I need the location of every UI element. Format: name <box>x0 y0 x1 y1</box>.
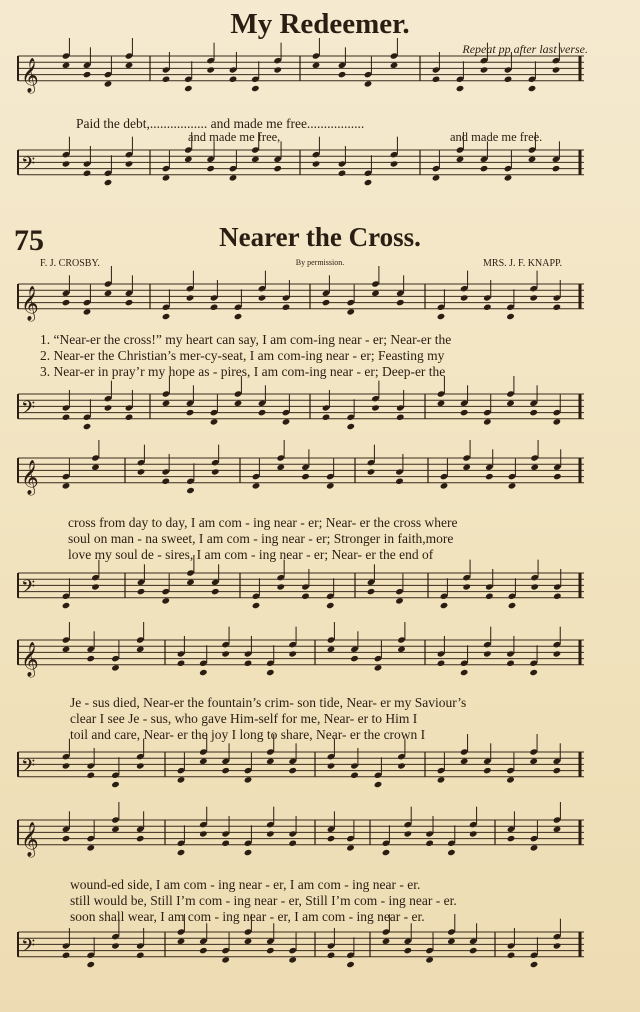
note-head <box>273 165 282 172</box>
hymn-title: Nearer the Cross. <box>219 222 421 252</box>
note-head <box>62 160 71 167</box>
note-head <box>529 669 538 676</box>
note-head <box>288 767 297 774</box>
bass-clef: 𝄢 <box>21 935 36 961</box>
note-head <box>288 956 297 963</box>
note-head <box>425 840 434 847</box>
lyric-line: love my soul de - sires, I am com - ing near - er; Near- er the end of <box>68 547 434 562</box>
bass-clef: 𝄢 <box>21 755 36 781</box>
note-head <box>104 290 113 297</box>
note-head <box>390 62 399 69</box>
note-head <box>177 776 186 783</box>
staff-lines <box>18 56 584 957</box>
note-head <box>364 80 373 87</box>
treble-clef: 𝄞 <box>21 641 39 677</box>
note-head <box>62 762 71 769</box>
note-head <box>322 299 331 306</box>
note-head <box>244 660 253 667</box>
note-head <box>62 482 71 489</box>
note-head <box>244 776 253 783</box>
note-head <box>104 404 113 411</box>
hymn-number: 75 <box>14 224 44 257</box>
note-head <box>62 299 71 306</box>
note-head <box>483 304 492 311</box>
note-head <box>437 776 446 783</box>
note-head <box>229 76 238 83</box>
note-head <box>266 669 275 676</box>
note-head <box>460 758 469 765</box>
lyric-line: cross from day to day, I am com - ing near - er; Near- er the cross where <box>68 515 458 530</box>
note-head <box>462 464 471 471</box>
note-head <box>125 414 134 421</box>
note-head <box>432 174 441 181</box>
note-head <box>440 482 449 489</box>
lyric-line: still would be, Still I’m com - ing near - er, Still I’m com - ing near - er. <box>70 893 457 908</box>
bass-clef: 𝄢 <box>21 397 36 423</box>
note-head <box>346 423 355 430</box>
note-head <box>504 76 513 83</box>
note-head <box>462 583 471 590</box>
note-head <box>111 664 120 671</box>
note-head <box>440 602 449 609</box>
note-head <box>553 304 562 311</box>
note-head <box>186 487 195 494</box>
note-head <box>553 650 562 657</box>
note-head <box>506 400 515 407</box>
note-head <box>86 844 95 851</box>
note-head <box>210 418 219 425</box>
repeat-direction: Repeat pp after last verse. <box>462 42 588 56</box>
note-head <box>62 62 71 69</box>
note-head <box>506 776 515 783</box>
note-head <box>396 299 405 306</box>
note-head <box>326 602 335 609</box>
note-head <box>396 414 405 421</box>
note-head <box>530 961 539 968</box>
note-head <box>404 947 413 954</box>
note-head <box>460 669 469 676</box>
note-head <box>327 835 336 842</box>
note-head <box>437 400 446 407</box>
note-head <box>326 482 335 489</box>
permission-note: By permission. <box>295 258 345 267</box>
note-head <box>506 313 515 320</box>
note-head <box>327 952 336 959</box>
hymn-composer: MRS. J. F. KNAPP. <box>483 258 562 269</box>
note-head <box>186 409 195 416</box>
note-head <box>529 409 538 416</box>
note-head <box>86 772 95 779</box>
note-head <box>221 956 230 963</box>
note-head <box>374 664 383 671</box>
note-head <box>395 597 404 604</box>
note-head <box>529 294 538 301</box>
note-head <box>282 304 291 311</box>
note-head <box>83 71 92 78</box>
note-head <box>276 583 285 590</box>
note-head <box>483 767 492 774</box>
note-head <box>301 593 310 600</box>
note-head <box>480 165 489 172</box>
note-head <box>104 80 113 87</box>
top-hymn-lyrics-line1: Paid the debt,................. and made me free................. <box>76 116 365 131</box>
note-head <box>507 952 516 959</box>
note-head <box>338 170 347 177</box>
note-head <box>530 583 539 590</box>
note-head <box>211 468 220 475</box>
note-head <box>184 156 193 163</box>
note-head <box>346 308 355 315</box>
note-head <box>553 942 562 949</box>
note-head <box>91 464 100 471</box>
note-head <box>252 602 261 609</box>
note-head <box>62 414 71 421</box>
treble-clef: 𝄞 <box>21 285 39 321</box>
lyric-line: soul on man - na sweet, I am com - ing near - er; Stronger in faith,more <box>68 531 454 546</box>
note-head <box>553 826 562 833</box>
note-head <box>162 400 171 407</box>
note-head <box>177 660 186 667</box>
note-head <box>162 76 171 83</box>
note-head <box>111 942 120 949</box>
note-head <box>161 478 170 485</box>
clefs <box>21 58 39 961</box>
note-head <box>62 952 71 959</box>
note-head <box>397 762 406 769</box>
note-head <box>162 174 171 181</box>
lyric-line: 2. Near-er the Christian’s mer-cy-seat, I am com-ing near - er; Feasting my <box>40 348 445 363</box>
note-head <box>301 473 310 480</box>
note-head <box>244 938 253 945</box>
note-head <box>553 767 562 774</box>
lyric-line: toil and care, Near- er the joy I long to share, Near- er the crown I <box>70 727 426 742</box>
note-head <box>529 758 538 765</box>
note-head <box>447 849 456 856</box>
note-head <box>234 313 243 320</box>
treble-clef: 𝄞 <box>21 459 39 495</box>
note-head <box>62 602 71 609</box>
note-head <box>483 650 492 657</box>
note-head <box>404 830 413 837</box>
note-head <box>447 938 456 945</box>
note-head <box>312 160 321 167</box>
note-head <box>206 165 215 172</box>
note-head <box>507 835 516 842</box>
note-head <box>485 473 494 480</box>
note-head <box>346 844 355 851</box>
note-head <box>221 840 230 847</box>
note-head <box>62 835 71 842</box>
hymn-author: F. J. CROSBY. <box>40 258 100 269</box>
note-head <box>206 66 215 73</box>
note-head <box>456 85 465 92</box>
note-head <box>136 952 145 959</box>
note-head <box>469 830 478 837</box>
note-head <box>136 762 145 769</box>
lyric-line: soon shall wear, I am com - ing near - er, I am com - ing near - er. <box>70 909 425 924</box>
note-head <box>125 62 134 69</box>
top-hymn-lyrics-line2b: and made me free. <box>450 130 543 144</box>
note-head <box>177 849 186 856</box>
note-head <box>288 650 297 657</box>
note-head <box>480 66 489 73</box>
note-head <box>251 85 260 92</box>
note-head <box>83 423 92 430</box>
note-head <box>111 826 120 833</box>
note-head <box>137 588 146 595</box>
note-head <box>437 313 446 320</box>
lyric-line: wound-ed side, I am com - ing near - er, I am com - ing near - er. <box>70 877 421 892</box>
note-head <box>390 160 399 167</box>
note-head <box>346 961 355 968</box>
note-head <box>485 593 494 600</box>
barlines <box>18 56 580 957</box>
note-head <box>282 418 291 425</box>
note-head <box>137 468 146 475</box>
top-hymn-title: My Redeemer. <box>230 8 410 40</box>
note-head <box>221 650 230 657</box>
note-head <box>530 844 539 851</box>
note-head <box>266 830 275 837</box>
note-head <box>125 160 134 167</box>
bass-clef: 𝄢 <box>21 576 36 602</box>
note-head <box>437 660 446 667</box>
note-head <box>350 655 359 662</box>
note-head <box>327 762 336 769</box>
note-head <box>506 660 515 667</box>
note-head <box>83 308 92 315</box>
note-head <box>186 579 195 586</box>
note-head <box>221 767 230 774</box>
note-head <box>338 71 347 78</box>
note-head <box>504 174 513 181</box>
note-head <box>136 646 145 653</box>
note-head <box>258 409 267 416</box>
lyric-line: Je - sus died, Near-er the fountain’s crim- son tide, Near- er my Saviour’s <box>70 695 467 710</box>
note-head <box>530 464 539 471</box>
note-head <box>186 294 195 301</box>
note-head <box>553 473 562 480</box>
note-head <box>125 299 134 306</box>
note-head <box>211 588 220 595</box>
note-head <box>371 404 380 411</box>
note-head <box>91 583 100 590</box>
note-head <box>177 938 186 945</box>
note-head <box>425 956 434 963</box>
note-head <box>266 947 275 954</box>
top-hymn-lyrics-line2a: and made me free, <box>188 130 281 144</box>
note-head <box>276 464 285 471</box>
note-head <box>86 961 95 968</box>
note-head <box>456 156 465 163</box>
note-head <box>327 646 336 653</box>
note-head <box>162 313 171 320</box>
note-head <box>104 179 113 186</box>
note-head <box>382 938 391 945</box>
note-head <box>395 478 404 485</box>
note-head <box>508 602 517 609</box>
note-head <box>229 174 238 181</box>
note-head <box>86 655 95 662</box>
note-head <box>367 468 376 475</box>
note-head <box>460 294 469 301</box>
note-head <box>199 830 208 837</box>
note-head <box>553 418 562 425</box>
treble-clef: 𝄞 <box>21 57 39 93</box>
note-head <box>483 418 492 425</box>
note-head <box>469 947 478 954</box>
note-head <box>552 165 561 172</box>
bass-clef: 𝄢 <box>21 153 36 179</box>
note-head <box>322 414 331 421</box>
note-head <box>83 170 92 177</box>
note-head <box>552 66 561 73</box>
note-head <box>288 840 297 847</box>
note-head <box>374 781 383 788</box>
note-head <box>350 772 359 779</box>
note-head <box>210 304 219 311</box>
note-head <box>199 758 208 765</box>
treble-clef: 𝄞 <box>21 821 39 857</box>
note-head <box>252 482 261 489</box>
note-head <box>508 482 517 489</box>
note-head <box>553 593 562 600</box>
note-head <box>312 62 321 69</box>
note-head <box>199 669 208 676</box>
note-head <box>273 66 282 73</box>
note-head <box>528 85 537 92</box>
lyric-line: 3. Near-er in pray’r my hope as - pires, I am com-ing near - er; Deep-er the <box>40 364 446 379</box>
note-head <box>234 400 243 407</box>
note-head <box>136 835 145 842</box>
note-head <box>460 409 469 416</box>
note-head <box>382 849 391 856</box>
note-head <box>367 588 376 595</box>
note-heads <box>62 38 562 968</box>
note-head <box>371 290 380 297</box>
note-head <box>161 597 170 604</box>
note-head <box>258 294 267 301</box>
note-head <box>432 76 441 83</box>
note-head <box>244 849 253 856</box>
note-head <box>62 646 71 653</box>
note-head <box>528 156 537 163</box>
note-head <box>397 646 406 653</box>
note-head <box>266 758 275 765</box>
note-head <box>364 179 373 186</box>
note-head <box>184 85 193 92</box>
note-head <box>111 781 120 788</box>
lyric-line: 1. “Near-er the cross!” my heart can say, I am com-ing near - er; Near-er the <box>40 332 452 347</box>
note-head <box>251 156 260 163</box>
lyric-line: clear I see Je - sus, who gave Him-self for me, Near- er to Him I <box>70 711 418 726</box>
note-head <box>199 947 208 954</box>
